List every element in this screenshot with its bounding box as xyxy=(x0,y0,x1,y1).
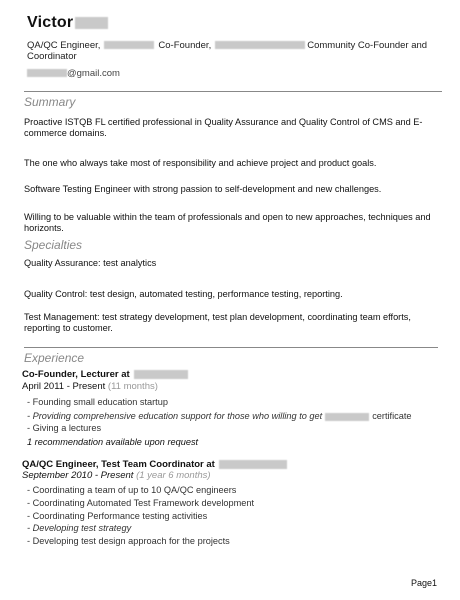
section-title-experience: Experience xyxy=(24,351,85,365)
job-title-1 xyxy=(22,369,188,380)
job-1-bullet-2 xyxy=(27,411,412,421)
job-2-bullet-3: - Coordinating Performance testing activities xyxy=(27,511,208,521)
summary-paragraph-1: Proactive ISTQB FL certified professional in Quality Assurance and Quality Control of CMS and E-commerce domains. xyxy=(24,117,423,138)
job-2-bullet-4: - Developing test strategy xyxy=(27,523,132,533)
section-title-summary: Summary xyxy=(24,95,76,109)
page-number: Page1 xyxy=(410,578,437,588)
redacted-company-1 xyxy=(104,41,154,49)
job-2-bullet-1: - Coordinating a team of up to 10 QA/QC engineers xyxy=(27,485,237,495)
job-1-bullet-3: - Giving a lectures xyxy=(27,423,102,433)
divider-header xyxy=(24,91,442,92)
divider-specialties xyxy=(24,347,438,348)
job-dates-1 xyxy=(22,381,158,392)
specialties-paragraph-2: Quality Control: test design, automated testing, performance testing, reporting. xyxy=(24,289,343,299)
job-title-2-text: QA/QC Engineer, Test Team Coordinator at xyxy=(22,459,215,470)
redacted-surname xyxy=(75,17,108,29)
headline xyxy=(27,40,447,62)
redacted-email-user xyxy=(27,69,67,77)
email-domain: @gmail.com xyxy=(67,68,120,79)
specialties-paragraph-1: Quality Assurance: test analytics xyxy=(24,258,157,268)
redacted-employer-1 xyxy=(134,370,188,379)
job-2-bullet-5: - Developing test design approach for the projects xyxy=(27,536,230,546)
specialties-paragraph-3: Test Management: test strategy development, test plan development, coordinating team efforts, reporting to customer. xyxy=(24,312,411,333)
email-address[interactable] xyxy=(27,68,120,79)
summary-paragraph-2: The one who always take most of responsibility and achieve project and product goals. xyxy=(24,158,377,168)
redacted-certificate-name xyxy=(325,413,369,421)
redacted-employer-2 xyxy=(219,460,287,469)
job-dates-2-duration: (1 year 6 months) xyxy=(136,470,211,481)
summary-paragraph-4: Willing to be valuable within the team of professionals and open to new approaches, techniques and horizonts. xyxy=(24,212,431,233)
headline-role-1: QA/QC Engineer, xyxy=(27,40,101,51)
job-dates-1-range: April 2011 - Present xyxy=(22,381,106,392)
job-dates-1-duration: (11 months) xyxy=(107,381,158,392)
candidate-name xyxy=(27,14,108,32)
job-1-recommendation: 1 recommendation available upon request xyxy=(27,437,199,447)
job-title-2 xyxy=(22,459,287,470)
headline-role-3-cont: Coordinator xyxy=(27,51,77,62)
first-name: Victor xyxy=(27,14,74,31)
job-1-bullet-2-tail: certificate xyxy=(372,411,412,421)
section-title-specialties: Specialties xyxy=(24,238,83,252)
headline-role-3: Community Co-Founder and xyxy=(307,40,428,51)
redacted-company-2 xyxy=(215,41,305,49)
job-dates-2-range: September 2010 - Present xyxy=(22,470,134,481)
job-1-bullet-2-text: - Providing comprehensive education support for those who willing to get xyxy=(27,411,323,421)
job-title-1-text: Co-Founder, Lecturer at xyxy=(22,369,130,380)
job-2-bullet-2: - Coordinating Automated Test Framework development xyxy=(27,498,255,508)
summary-paragraph-3: Software Testing Engineer with strong passion to self-development and new challenges. xyxy=(24,184,382,194)
job-dates-2 xyxy=(22,470,211,481)
job-1-bullet-1: - Founding small education startup xyxy=(27,397,168,407)
headline-role-2: Co-Founder, xyxy=(158,40,212,51)
